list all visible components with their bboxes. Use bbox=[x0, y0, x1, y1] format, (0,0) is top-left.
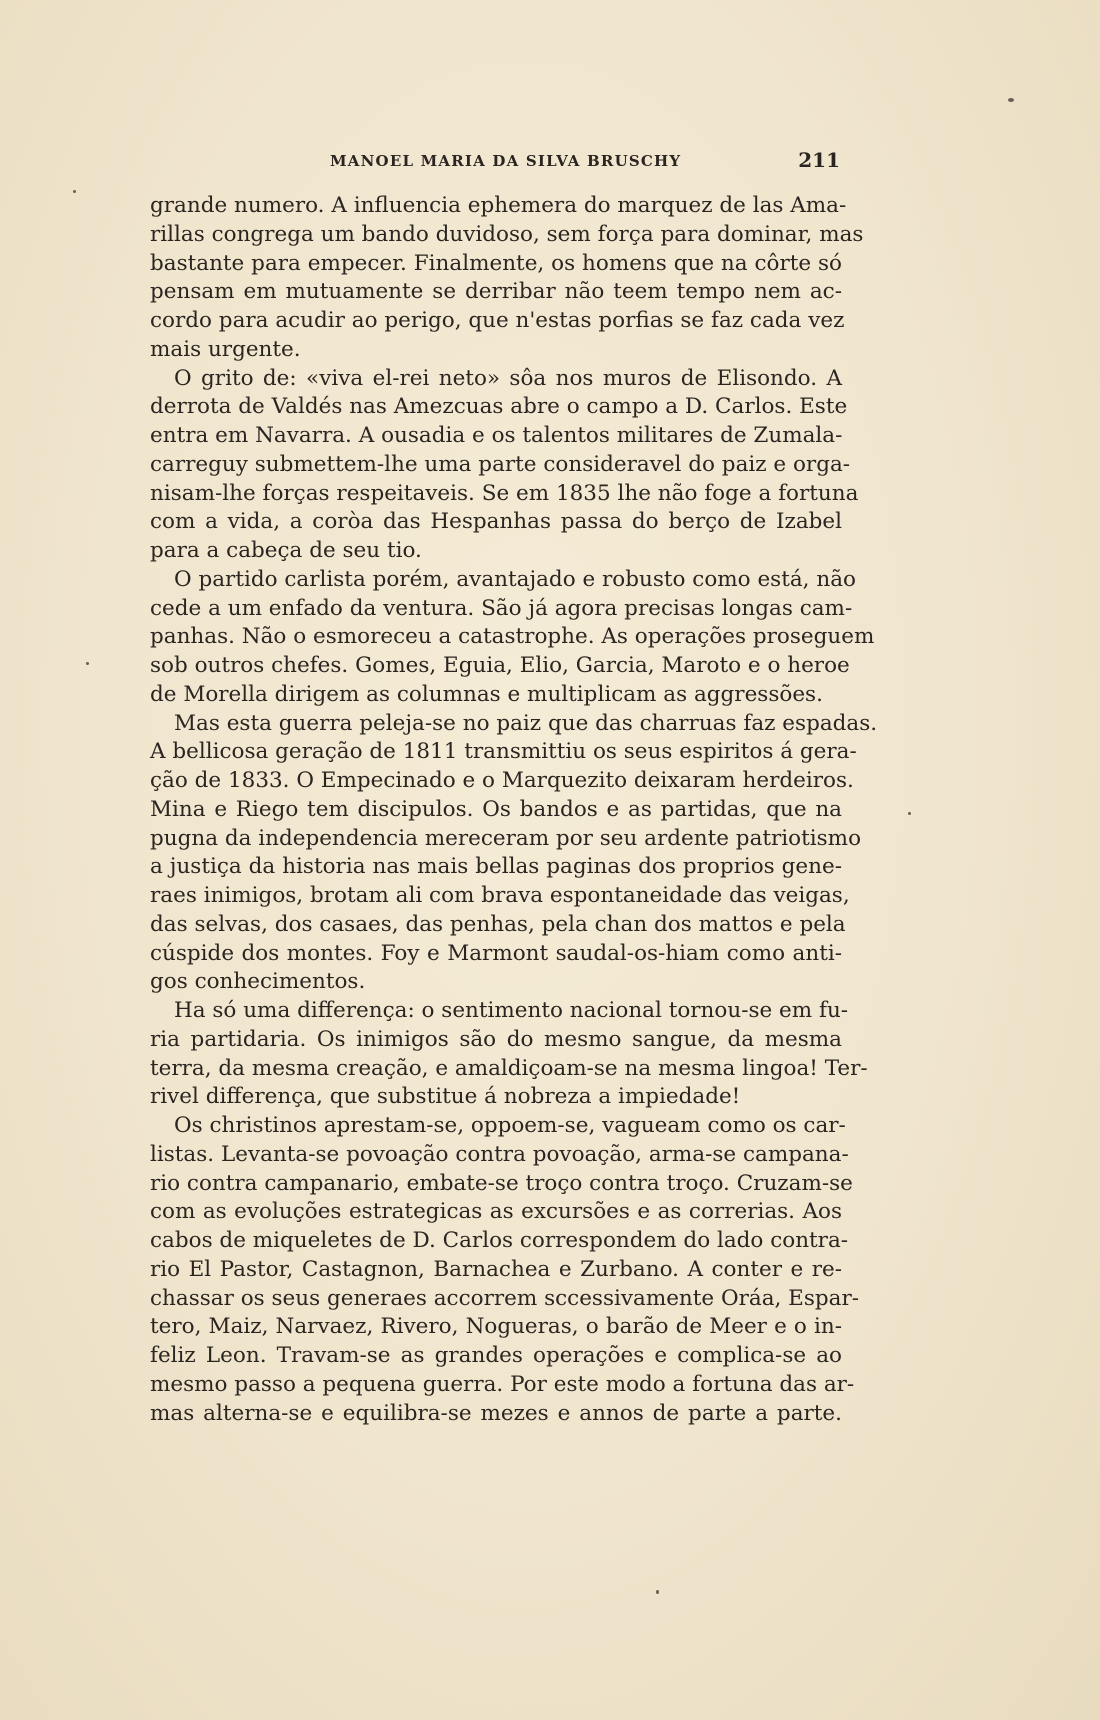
text-line: terra, da mesma creação, e amaldiçoam-se na mesma lingoa! Ter- bbox=[150, 1055, 868, 1081]
text-line: ria partidaria. Os inimigos são do mesmo sangue, da mesma bbox=[150, 1026, 842, 1052]
text-line: a justiça da historia nas mais bellas paginas dos proprios gene- bbox=[150, 854, 842, 880]
text-line: Os christinos aprestam-se, oppoem-se, vagueam como os car- bbox=[174, 1113, 846, 1138]
body-text bbox=[150, 192, 878, 1428]
page-header bbox=[150, 148, 840, 178]
text-line: Mina e Riego tem discipulos. Os bandos e as partidas, que na bbox=[150, 796, 842, 822]
text-line: cede a um enfado da ventura. São já agora precisas longas cam- bbox=[150, 595, 853, 621]
text-line: rio contra campanario, embate-se troço contra troço. Cruzam-se bbox=[150, 1170, 853, 1196]
text-line: raes inimigos, brotam ali com brava espontaneidade das veigas, bbox=[150, 883, 850, 908]
text-line: cabos de miqueletes de D. Carlos correspondem do lado contra- bbox=[150, 1228, 849, 1253]
text-line: derrota de Valdés nas Amezcuas abre o campo a D. Carlos. Este bbox=[150, 394, 848, 420]
text-line: sob outros chefes. Gomes, Eguia, Elio, Garcia, Maroto e o heroe bbox=[150, 653, 850, 678]
text-line: rivel differença, que substitue á nobreza a impiedade! bbox=[150, 1084, 741, 1110]
text-line: pugna da independencia mereceram por seu ardente patriotismo bbox=[150, 825, 862, 851]
text-line: mesmo passo a pequena guerra. Por este modo a fortuna das ar- bbox=[150, 1371, 855, 1397]
text-line: ção de 1833. O Empecinado e o Marquezito deixaram herdeiros. bbox=[150, 768, 854, 793]
text-line: pensam em mutuamente se derribar não teem tempo nem ac- bbox=[150, 279, 842, 305]
text-line: carreguy submettem-lhe uma parte consideravel do paiz e orga- bbox=[150, 451, 851, 477]
text-line: feliz Leon. Travam-se as grandes operações e complica-se ao bbox=[150, 1343, 842, 1368]
text-line: para a cabeça de seu tio. bbox=[150, 538, 422, 563]
text-line: entra em Navarra. A ousadia e os talentos militares de Zumala- bbox=[150, 423, 843, 448]
paper-speck bbox=[73, 190, 76, 193]
text-line: rillas congrega um bando duvidoso, sem força para dominar, mas bbox=[150, 221, 864, 247]
text-line: nisam-lhe forças respeitaveis. Se em 1835 lhe não foge a fortuna bbox=[150, 480, 859, 506]
text-line: mais urgente. bbox=[150, 336, 301, 362]
text-line: O grito de: «viva el-rei neto» sôa nos muros de Elisondo. A bbox=[174, 365, 842, 391]
paper-speck bbox=[1008, 98, 1014, 102]
text-line: chassar os seus generaes accorrem sccessivamente Oráa, Espar- bbox=[150, 1285, 860, 1311]
paper-speck bbox=[86, 662, 89, 665]
text-line: Mas esta guerra peleja-se no paiz que das charruas faz espadas. bbox=[174, 710, 878, 736]
text-line: de Morella dirigem as columnas e multiplicam as aggressões. bbox=[150, 681, 823, 707]
text-line: rio El Pastor, Castagnon, Barnachea e Zurbano. A conter e re- bbox=[150, 1256, 842, 1282]
text-line: gos conhecimentos. bbox=[150, 969, 366, 995]
text-line: grande numero. A influencia ephemera do marquez de las Ama- bbox=[150, 193, 847, 218]
text-line: listas. Levanta-se povoação contra povoação, arma-se campana- bbox=[150, 1141, 849, 1167]
text-line: bastante para empecer. Finalmente, os homens que na côrte só bbox=[150, 250, 842, 276]
text-line: com as evoluções estrategicas as excursões e as correrias. Aos bbox=[150, 1199, 842, 1225]
text-line: cordo para acudir ao perigo, que n'estas porfias se faz cada vez bbox=[150, 308, 845, 333]
text-line: O partido carlista porém, avantajado e robusto como está, não bbox=[174, 566, 856, 592]
text-line: tero, Maiz, Narvaez, Rivero, Nogueras, o barão de Meer e o in- bbox=[150, 1314, 842, 1340]
paper-speck bbox=[656, 1590, 659, 1594]
running-head: MANOEL MARIA DA SILVA BRUSCHY bbox=[330, 152, 682, 170]
text-line: com a vida, a coròa das Hespanhas passa do berço de Izabel bbox=[150, 509, 842, 535]
paper-speck bbox=[908, 812, 911, 815]
text-line: panhas. Não o esmoreceu a catastrophe. As operações proseguem bbox=[150, 624, 875, 650]
page-number: 211 bbox=[798, 148, 840, 172]
text-line: A bellicosa geração de 1811 transmittiu os seus espiritos á gera- bbox=[150, 739, 857, 765]
text-line: mas alterna-se e equilibra-se mezes e annos de parte a parte. bbox=[150, 1400, 842, 1426]
text-line: das selvas, dos casaes, das penhas, pela chan dos mattos e pela bbox=[150, 911, 846, 937]
text-line: Ha só uma differença: o sentimento nacional tornou-se em fu- bbox=[174, 998, 849, 1023]
text-line: cúspide dos montes. Foy e Marmont saudal-os-hiam como anti- bbox=[150, 940, 842, 966]
